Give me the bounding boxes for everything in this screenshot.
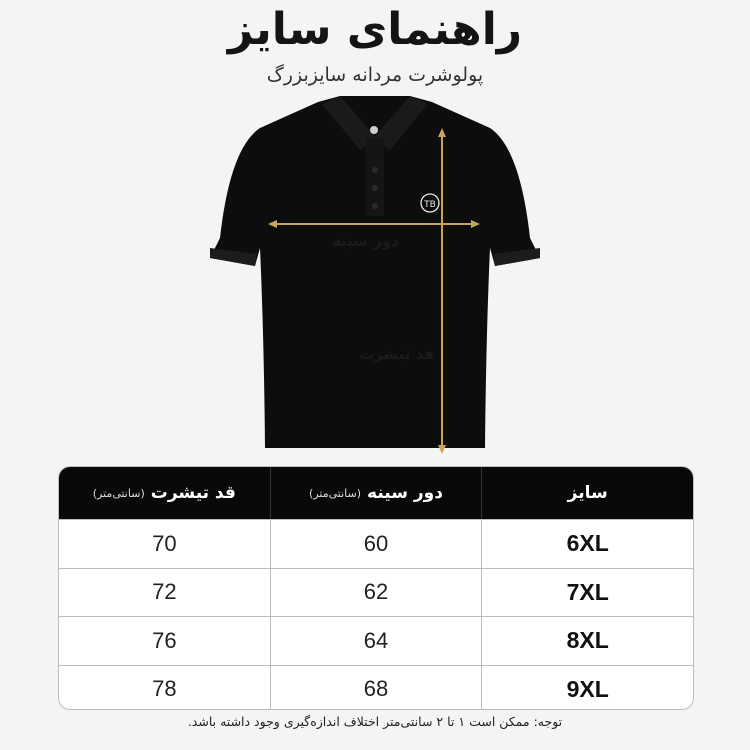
size-cell: 7XL [481,569,693,617]
length-cell: 78 [152,676,177,702]
table-row [59,568,693,617]
chest-label: دور سینه [332,232,399,250]
table-header [59,467,693,519]
header-size: سایز [481,467,693,519]
chest-cell: 64 [270,617,482,665]
length-cell: 72 [152,579,177,605]
length-cell: 76 [152,627,177,653]
size-cell: 9XL [481,666,693,711]
collar-tag-icon [370,126,378,134]
size-cell: 8XL [481,617,693,665]
header-length: قد تیشرت (سانتی‌متر) [92,483,236,503]
table-row [59,616,693,665]
placket-button [372,167,378,173]
chest-cell: 62 [270,569,482,617]
placket-button [372,203,378,209]
size-cell: 6XL [481,520,693,568]
length-label: قد تیشرت [359,345,435,363]
header-chest: دور سینه (سانتی‌متر) [270,467,482,519]
measurement-note: توجه: ممکن است ۱ تا ۲ سانتی‌متر اختلاف اندازه‌گیری وجود داشته باشد. [187,714,563,729]
placket-button [372,185,378,191]
chest-cell: 60 [270,520,482,568]
page-title: راهنمای سایز [227,4,523,55]
table-row [59,519,693,568]
page-subtitle: پولوشرت مردانه سایزبزرگ [266,64,484,86]
length-cell: 70 [152,530,177,556]
logo-text: TB [424,200,436,210]
size-table [58,466,694,710]
polo-shirt-illustration [190,88,560,458]
table-row [59,665,693,711]
chest-cell: 68 [270,666,482,711]
